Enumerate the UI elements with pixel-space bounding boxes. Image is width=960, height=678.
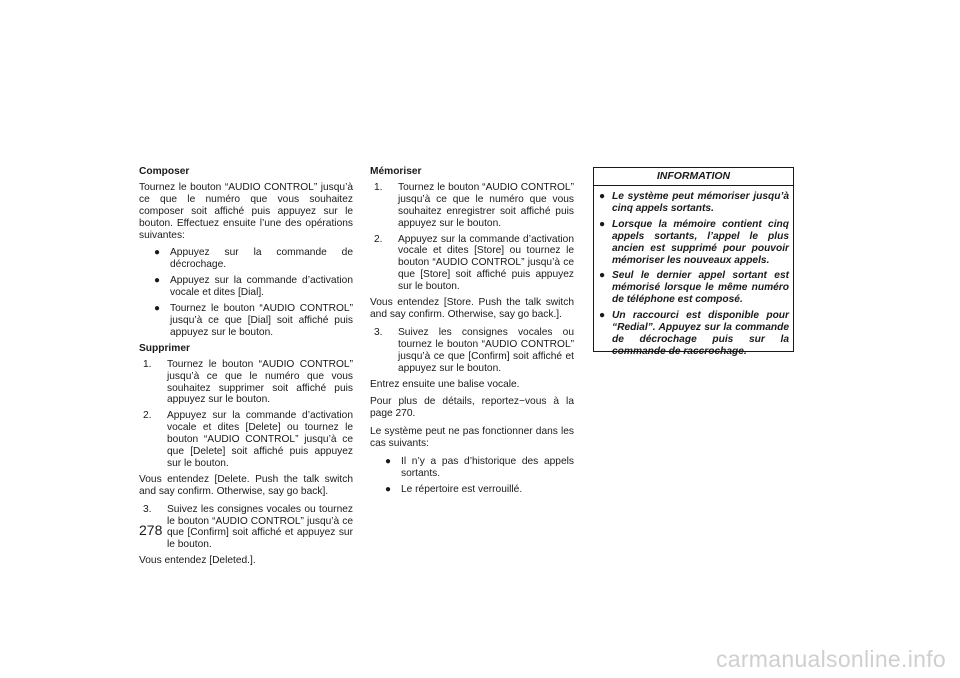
composer-intro: Tournez le bouton “AUDIO CONTROL” jusqu’à ce que le numéro que vous souhaitez composer soit affiché puis appuyez sur le bouton. Effectuez ensuite l’une des opérations suivantes: — [139, 181, 353, 241]
composer-bullet: ● Tournez le bouton “AUDIO CONTROL” jusqu’à ce que [Dial] soit affiché puis appuyez sur le bouton. — [154, 303, 353, 338]
bullet-icon: ● — [599, 310, 606, 322]
middle-column — [370, 166, 574, 500]
supprimer-step: 3. Suivez les consignes vocales ou tournez le bouton “AUDIO CONTROL” jusqu’à ce que [Confirm] soit affiché et appuyez sur le bouton. — [143, 503, 353, 551]
voice-tag-paragraph: Entrez ensuite une balise vocale. — [370, 378, 520, 390]
supprimer-result: Vous entendez [Deleted.]. — [139, 555, 256, 567]
composer-heading: Composer — [139, 166, 190, 177]
watermark: carmanualsonline.info — [715, 646, 946, 672]
bullet-icon: ● — [154, 275, 161, 287]
supprimer-step: 2. Appuyez sur la commande d’activation vocale et dites [Delete] ou tournez le bouton “AUDIO CONTROL” jusqu’à ce que [Delete] soit affiché puis appuyez sur le bouton. — [143, 410, 353, 469]
memoriser-step: 2. Appuyez sur la commande d’activation vocale et dites [Store] ou tournez le bouton “AUDIO CONTROL” jusqu’à ce que [Store] soit affiché puis appuyez sur le bouton. — [374, 233, 574, 293]
limitations-paragraph: Le système peut ne pas fonctionner dans les cas suivants: — [370, 426, 574, 450]
composer-bullet: ● Appuyez sur la commande d’activation vocale et dites [Dial]. — [154, 275, 353, 299]
supprimer-prompt: Vous entendez [Delete. Push the talk switch and say confirm. Otherwise, say go back]. — [139, 473, 353, 497]
memoriser-step: 3. Suivez les consignes vocales ou tournez le bouton “AUDIO CONTROL” jusqu’à ce que [Confirm] soit affiché et appuyez sur le bouton. — [374, 326, 574, 374]
information-item: ● Le système peut mémoriser jusqu’à cinq appels sortants. — [599, 191, 789, 214]
bullet-icon: ● — [154, 303, 161, 315]
memoriser-heading: Mémoriser — [370, 166, 422, 177]
information-item: ● Un raccourci est disponible pour “Redial”. Appuyez sur la commande de décrochage puis sur la commande de raccrochage. — [599, 310, 789, 357]
left-column — [139, 166, 353, 573]
bullet-icon: ● — [599, 191, 606, 202]
bullet-icon: ● — [385, 483, 392, 495]
bullet-icon: ● — [599, 270, 606, 282]
reference-paragraph: Pour plus de détails, reportez−vous à la page 270. — [370, 396, 574, 420]
limitation-bullet: ● Il n’y a pas d’historique des appels sortants. — [385, 456, 574, 479]
memoriser-step: 1. Tournez le bouton “AUDIO CONTROL” jusqu’à ce que le numéro que vous souhaitez enregistrer soit affiché puis appuyez sur le bouton. — [374, 181, 574, 229]
bullet-icon: ● — [385, 456, 392, 468]
memoriser-prompt: Vous entendez [Store. Push the talk switch and say confirm. Otherwise, say go back.]. — [370, 297, 574, 320]
page-number: 278 — [139, 522, 163, 538]
limitation-bullet: ● Le répertoire est verrouillé. — [385, 483, 523, 495]
bullet-icon: ● — [154, 247, 161, 259]
supprimer-step: 1. Tournez le bouton “AUDIO CONTROL” jusqu’à ce que le numéro que vous souhaitez supprimer soit affiché puis appuyez sur le bouton. — [143, 358, 353, 406]
information-box — [593, 167, 794, 357]
information-list — [594, 186, 793, 358]
information-item: ● Lorsque la mémoire contient cinq appels sortants, l’appel le plus ancien est supprimé pour pouvoir mémoriser les nouveaux appels. — [599, 218, 789, 266]
bullet-icon: ● — [599, 218, 606, 230]
information-title: INFORMATION — [594, 168, 793, 186]
supprimer-heading: Supprimer — [139, 342, 190, 354]
composer-bullet: ● Appuyez sur la commande de décrochage. — [154, 247, 353, 271]
information-item: ● Seul le dernier appel sortant est mémorisé lorsque le même numéro de téléphone est composé. — [599, 270, 789, 306]
